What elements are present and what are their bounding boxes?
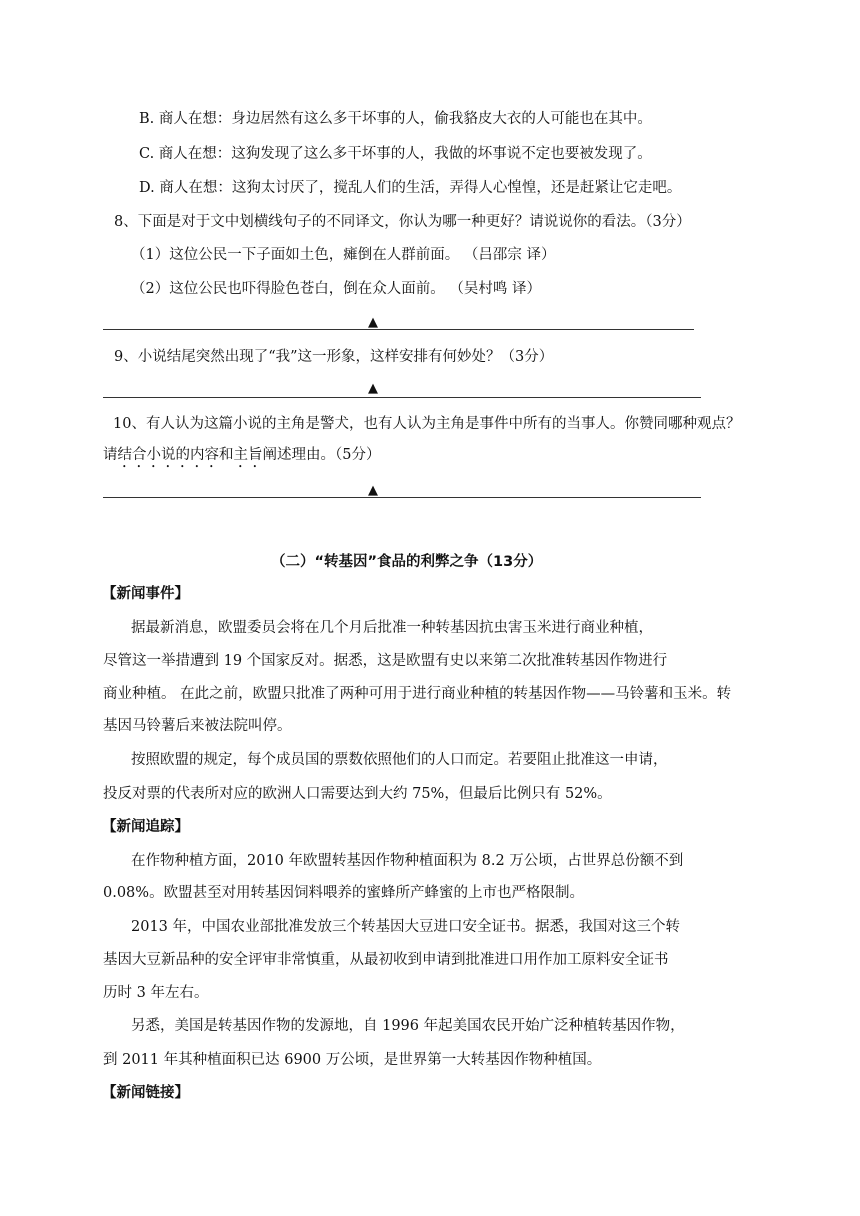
heading-news-link: 【新闻链接】 <box>102 1085 189 1101</box>
q8-translation-2: （2）这位公民也吓得脸色苍白，倒在众人面前。 （吴村鸣 译） <box>131 281 541 297</box>
paragraph-line: 据最新消息，欧盟委员会将在几个月后批准一种转基因抗虫害玉米进行商业种植， <box>131 620 653 636</box>
answer-line <box>103 397 701 398</box>
q9-text: 9、小说结尾突然出现了“我”这一形象，这样安排有何妙处？（3分） <box>114 349 554 365</box>
q8-translation-1: （1）这位公民一下子面如土色，瘫倒在人群前面。 （吕邵宗 译） <box>131 247 556 263</box>
q10-text: 10、有人认为这篇小说的主角是警犬，也有人认为主角是事件中所有的当事人。你赞同哪种观点？ <box>113 416 741 432</box>
answer-line <box>103 329 694 330</box>
section-title: （二）“转基因”食品的利弊之争（13分） <box>271 554 543 570</box>
answer-mark: ▲ <box>368 381 378 396</box>
heading-news-track: 【新闻追踪】 <box>102 819 189 835</box>
q7-option-b: B. 商人在想：身边居然有这么多干坏事的人，偷我貉皮大衣的人可能也在其中。 <box>139 111 652 127</box>
paragraph-line: 按照欧盟的规定，每个成员国的票数依照他们的人口而定。若要阻止批准这一申请， <box>131 752 668 768</box>
answer-mark: ▲ <box>368 315 378 330</box>
paragraph-line: 在作物种植方面，2010 年欧盟转基因作物种植面积为 8.2 万公顷，占世界总份额不到 <box>131 853 684 869</box>
paragraph-line: 另悉，美国是转基因作物的发源地，自 1996 年起美国农民开始广泛种植转基因作物， <box>131 1018 685 1034</box>
emphasis-dots: 主旨 <box>233 447 263 463</box>
paragraph-line: 商业种植。 在此之前，欧盟只批准了两种可用于进行商业种植的转基因作物——马铃薯和玉米。转 <box>103 686 732 702</box>
paragraph-line: 2013 年，中国农业部批准发放三个转基因大豆进口安全证书。据悉，我国对这三个转 <box>131 919 681 935</box>
answer-mark: ▲ <box>368 483 378 498</box>
paragraph-line: 历时 3 年左右。 <box>103 985 209 1001</box>
q7-option-d: D. 商人在想：这狗太讨厌了，搅乱人们的生活，弄得人心惶惶，还是赶紧让它走吧。 <box>139 180 682 196</box>
paragraph-line: 基因大豆新品种的安全评审非常慎重，从最初收到申请到批准进口用作加工原料安全证书 <box>103 952 669 968</box>
paragraph-line: 尽管这一举措遭到 19 个国家反对。据悉，这是欧盟有史以来第二次批准转基因作物进行 <box>103 653 668 669</box>
answer-line <box>103 497 701 498</box>
paragraph-line: 到 2011 年其种植面积已达 6900 万公顷，是世界第一大转基因作物种植国。 <box>103 1052 602 1068</box>
emphasis-dots: 结合小说的内容 <box>117 447 219 463</box>
paragraph-line: 投反对票的代表所对应的欧洲人口需要达到大约 75%，但最后比例只有 52%。 <box>103 786 612 802</box>
q10-text-line2: 请结合小说的内容和主旨阐述理由。（5分） <box>103 447 381 463</box>
q8-text: 8、下面是对于文中划横线句子的不同译文，你认为哪一种更好？请说说你的看法。（3分） <box>114 214 691 230</box>
paragraph-line: 基因马铃薯后来被法院叫停。 <box>103 718 292 734</box>
heading-news-event: 【新闻事件】 <box>102 586 189 602</box>
paragraph-line: 0.08%。欧盟甚至对用转基因饲料喂养的蜜蜂所产蜂蜜的上市也严格限制。 <box>103 885 585 901</box>
q7-option-c: C. 商人在想：这狗发现了这么多干坏事的人，我做的坏事说不定也要被发现了。 <box>139 146 652 162</box>
